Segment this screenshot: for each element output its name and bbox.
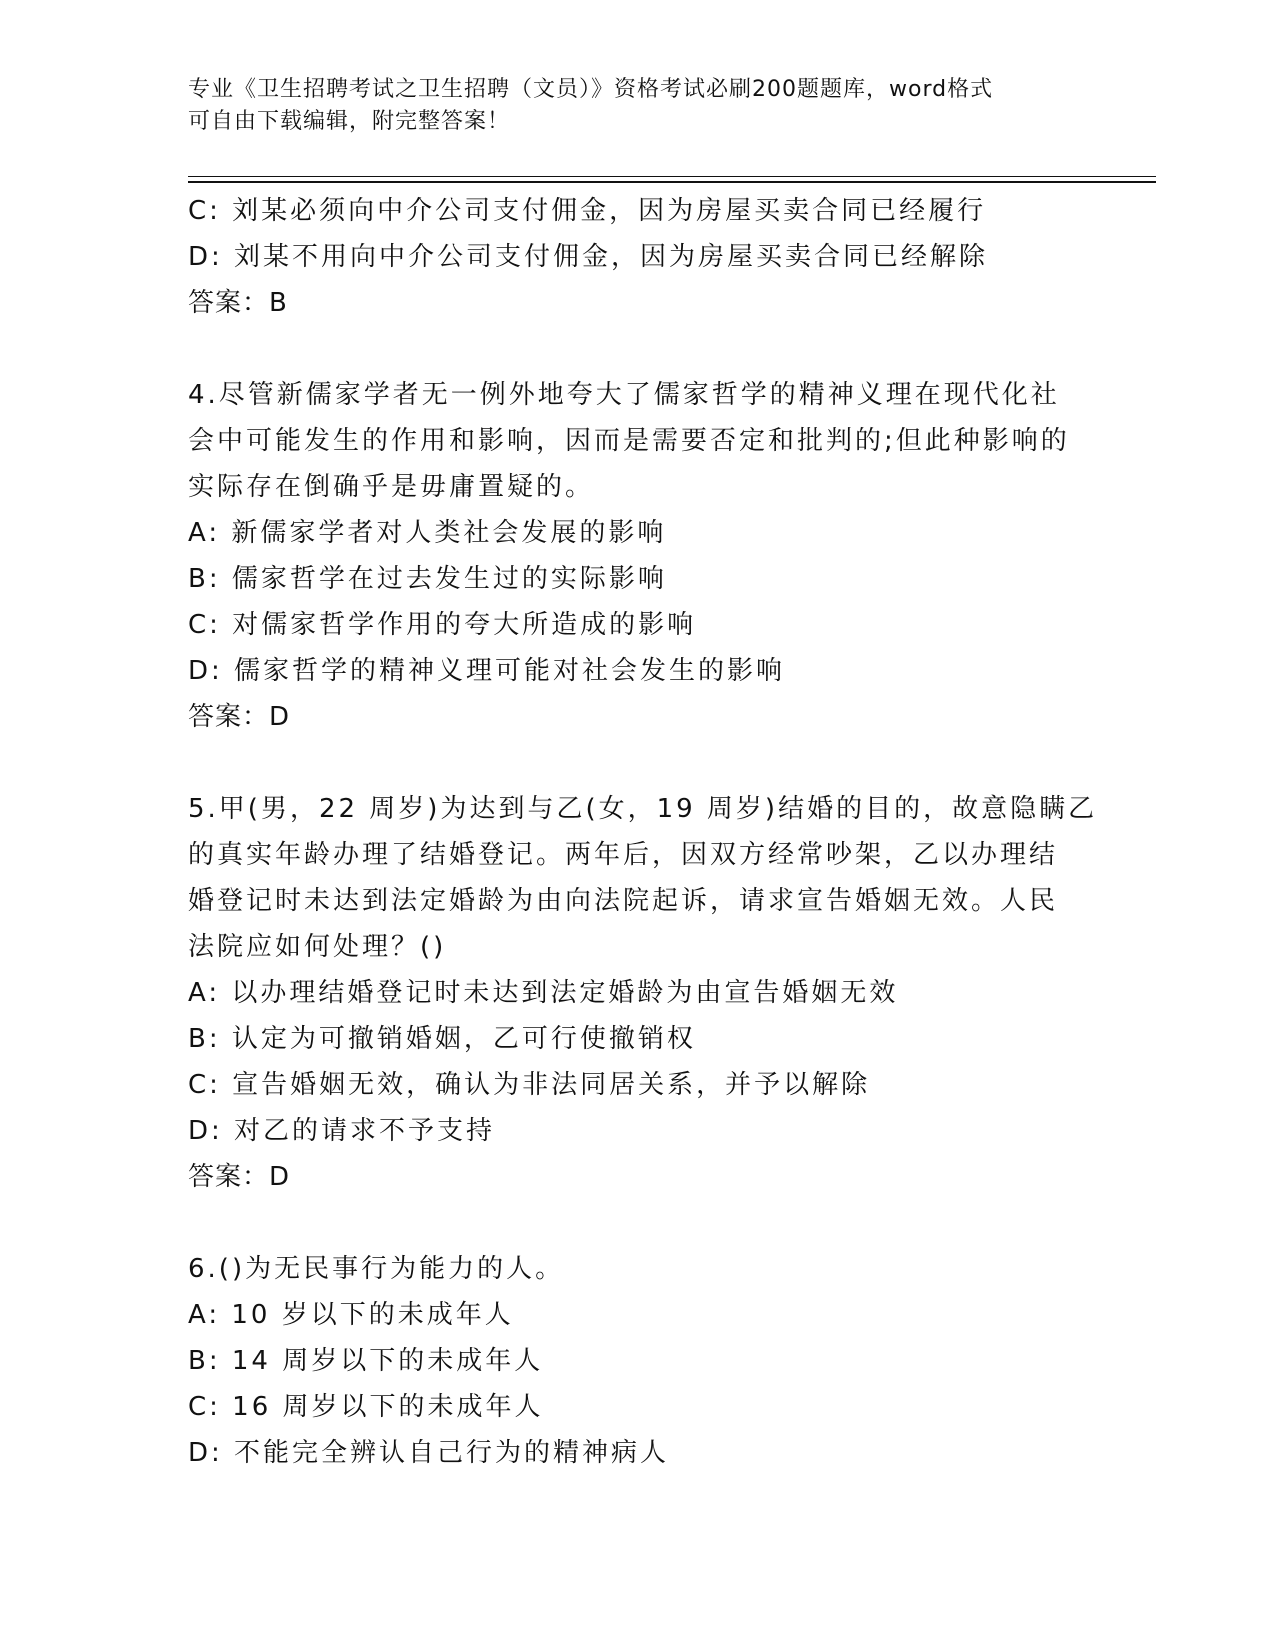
option-c: C: 对儒家哲学作用的夸大所造成的影响 <box>188 610 697 640</box>
option-d: D: 不能完全辨认自己行为的精神病人 <box>188 1438 670 1468</box>
option-a: A: 新儒家学者对人类社会发展的影响 <box>188 518 667 548</box>
question-stem-line: 4.尽管新儒家学者无一例外地夸大了儒家哲学的精神义理在现代化社 <box>188 380 1060 410</box>
option-b: B: 儒家哲学在过去发生过的实际影响 <box>188 564 667 594</box>
header-title-line-2: 可自由下载编辑，附完整答案！ <box>188 109 511 134</box>
option-d: D: 儒家哲学的精神义理可能对社会发生的影响 <box>188 656 786 686</box>
question-stem-line: 会中可能发生的作用和影响，因而是需要否定和批判的;但此种影响的 <box>188 426 1070 456</box>
question-3-tail <box>188 188 1088 326</box>
document-header <box>188 74 1078 138</box>
option-b: B: 14 周岁以下的未成年人 <box>188 1346 544 1376</box>
question-stem-line: 实际存在倒确乎是毋庸置疑的。 <box>188 472 595 502</box>
question-list <box>188 188 1098 1476</box>
option-c: C: 16 周岁以下的未成年人 <box>188 1392 544 1422</box>
option-c: C: 宣告婚姻无效，确认为非法同居关系，并予以解除 <box>188 1070 871 1100</box>
spacer <box>188 326 1088 372</box>
answer-line: 答案：D <box>188 1162 291 1192</box>
option-a: A: 10 岁以下的未成年人 <box>188 1300 514 1330</box>
header-divider-thin <box>188 176 1156 177</box>
answer-line: 答案：B <box>188 288 288 318</box>
question-stem-line: 5.甲(男，22 周岁)为达到与乙(女，19 周岁)结婚的目的，故意隐瞒乙 <box>188 794 1098 824</box>
header-title-line-1: 专业《卫生招聘考试之卫生招聘（文员）》资格考试必刷200题题库，word格式 <box>188 77 994 102</box>
question-stem-line: 婚登记时未达到法定婚龄为由向法院起诉，请求宣告婚姻无效。人民 <box>188 886 1059 916</box>
option-b: B: 认定为可撤销婚姻，乙可行使撤销权 <box>188 1024 696 1054</box>
question-stem-line: 的真实年龄办理了结婚登记。两年后，因双方经常吵架，乙以办理结 <box>188 840 1059 870</box>
question-stem-line: 6.()为无民事行为能力的人。 <box>188 1254 565 1284</box>
option-a: A: 以办理结婚登记时未达到法定婚龄为由宣告婚姻无效 <box>188 978 899 1008</box>
option-d: D: 对乙的请求不予支持 <box>188 1116 496 1146</box>
option-c: C: 刘某必须向中介公司支付佣金，因为房屋买卖合同已经履行 <box>188 196 987 226</box>
question-4 <box>188 372 1088 740</box>
question-6 <box>188 1246 1088 1476</box>
spacer <box>188 1200 1088 1246</box>
question-5 <box>188 786 1098 1200</box>
option-d: D: 刘某不用向中介公司支付佣金，因为房屋买卖合同已经解除 <box>188 242 989 272</box>
question-stem-line: 法院应如何处理？() <box>188 932 447 962</box>
spacer <box>188 740 1088 786</box>
header-divider-thick <box>188 181 1156 183</box>
answer-line: 答案：D <box>188 702 291 732</box>
